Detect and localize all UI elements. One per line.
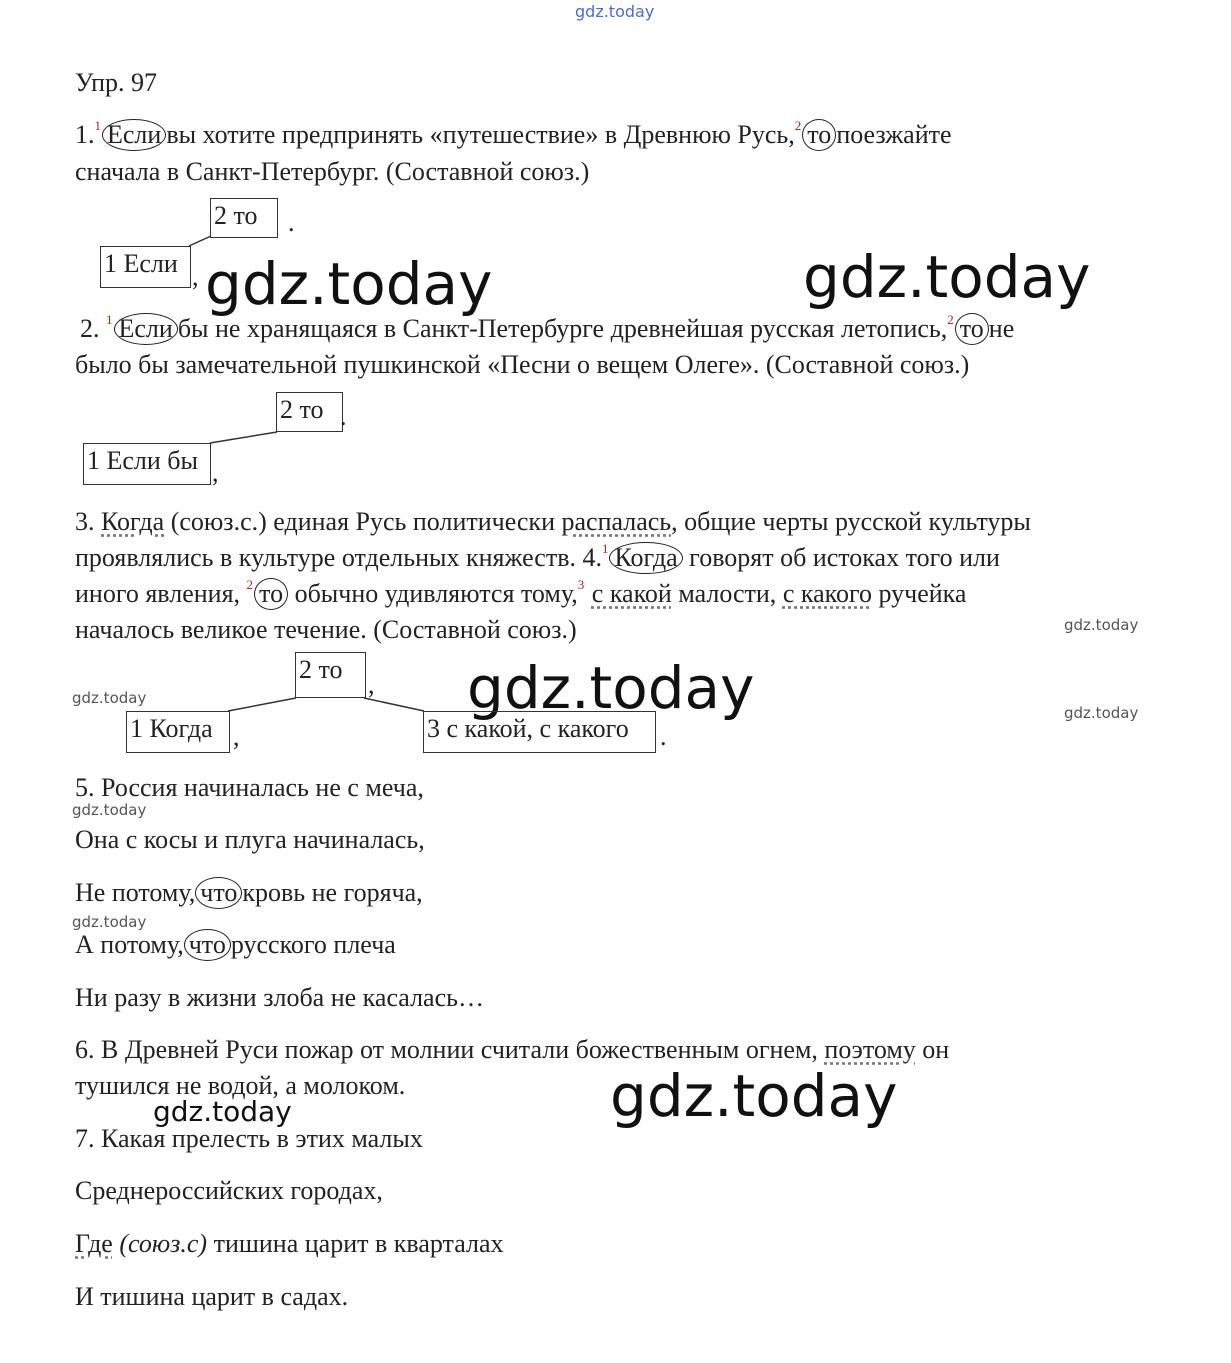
scheme-3-box-2-punct: , (368, 670, 375, 699)
poem-7-line-1: 7. Какая прелесть в этих малых (75, 1124, 423, 1153)
conj-circle-kogda: Когда (609, 542, 682, 574)
scheme-1-box-1: 1 Если (100, 246, 191, 288)
sentence-3-line-3: иного явления, $^2$ то обычно удивляются тому,$^3$ с какой малости, с какого ручейка (75, 577, 967, 608)
watermark-small-5: gdz.today (72, 913, 147, 931)
watermark-large-2: gdz.today (803, 243, 1091, 311)
poem-7-line-4: И тишина царит в садах. (75, 1282, 349, 1311)
sentence-1-line-2: сначала в Санкт-Петербург. (Составной союз.) (75, 157, 590, 186)
poem-5-line-4: А потому, что русского плеча (75, 930, 396, 959)
scheme-2-box-1-punct: , (212, 458, 219, 487)
watermark-large-3: gdz.today (467, 654, 755, 722)
scheme-3-box-2: 2 то (295, 652, 366, 698)
conj-circle-to: то (802, 119, 836, 151)
sentence-3-line-1: 3. Когда (союз.с.) единая Русь политически распалась, общие черты русской культуры (75, 507, 1031, 536)
watermark-small-2: gdz.today (1064, 704, 1139, 722)
sentence-1-line-1: 1.$^1$ Если вы хотите предпринять «путешествие» в Древнюю Русь,$^2$ то поезжайте (75, 118, 952, 149)
sentence-3-line-4: началось великое течение. (Составной союз.) (75, 615, 577, 644)
sentence-3-line-2: проявлялись в культуре отдельных княжеств. 4.$^1$ Когда говорят об истоках того или (75, 541, 1000, 572)
poem-5-line-1: 5. Россия начиналась не с меча, (75, 773, 424, 802)
conj-circle-to: то (254, 578, 288, 610)
conj-circle-esli: Если (102, 119, 166, 151)
poem-5-line-2: Она с косы и плуга начиналась, (75, 825, 425, 854)
sentence-6-line-2: тушился не водой, а молоком. (75, 1071, 406, 1100)
scheme-1-box-1-punct: , (192, 262, 199, 291)
scheme-1-box-2: 2 то (210, 198, 278, 238)
scheme-1-box-2-punct: . (288, 208, 295, 237)
watermark-mid: gdz.today (153, 1095, 292, 1128)
scheme-2-box-1: 1 Если бы (83, 443, 211, 485)
watermark-small-1: gdz.today (1064, 616, 1139, 634)
conj-circle-esli: Если (114, 313, 178, 345)
poem-7-line-2: Среднероссийских городах, (75, 1176, 383, 1205)
scheme-2-box-2-punct: . (340, 402, 347, 431)
scheme-3-box-1: 1 Когда (126, 711, 230, 753)
poem-5-line-5: Ни разу в жизни злоба не касалась… (75, 983, 484, 1012)
conj-circle-chto: что (195, 877, 242, 909)
sentence-2-line-1: 2. $^1$ Если бы не хранящаяся в Санкт-Петербурге древнейшая русская летопись,$^2$ то не (80, 312, 1015, 343)
sentence-2-line-2: было бы замечательной пушкинской «Песни о вещем Олеге». (Составной союз.) (75, 350, 970, 379)
scheme-3-box-1-punct: , (233, 722, 240, 751)
watermark-top: gdz.today (575, 2, 655, 21)
watermark-small-4: gdz.today (72, 801, 147, 819)
poem-5-line-3: Не потому, что кровь не горяча, (75, 878, 423, 907)
watermark-small-3: gdz.today (72, 689, 147, 707)
scheme-3-box-3: 3 с какой, с какого (423, 711, 656, 753)
conj-circle-chto: что (184, 929, 231, 961)
exercise-title: Упр. 97 (75, 68, 158, 97)
poem-7-line-3: Где (союз.с) тишина царит в кварталах (75, 1229, 504, 1258)
sentence-6-line-1: 6. В Древней Руси пожар от молнии считали божественным огнем, поэтому он (75, 1035, 950, 1064)
watermark-large-1: gdz.today (205, 250, 493, 318)
scheme-3-box-3-punct: . (660, 722, 667, 751)
conj-circle-to: то (955, 313, 989, 345)
watermark-large-4: gdz.today (610, 1062, 898, 1130)
scheme-2-box-2: 2 то (276, 392, 343, 432)
